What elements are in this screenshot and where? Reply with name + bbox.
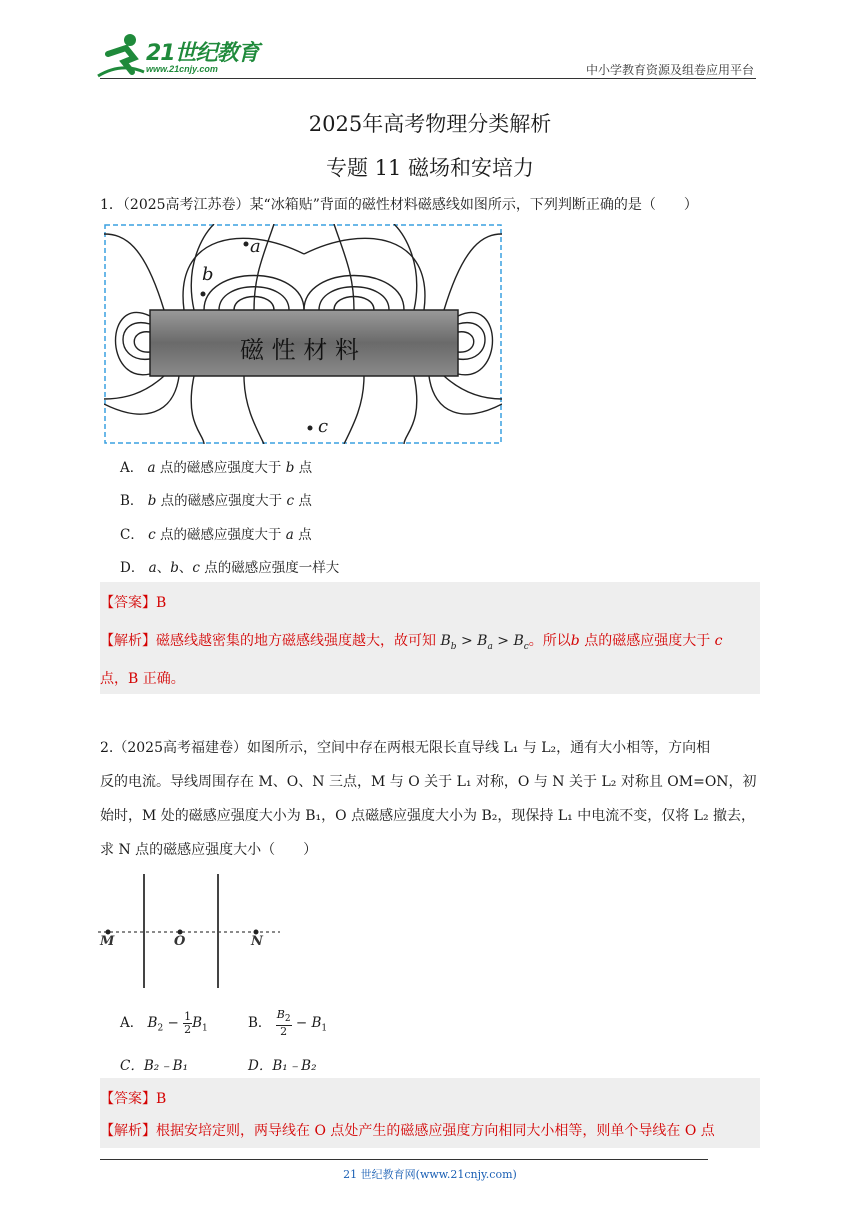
q2-answer: 【答案】B (100, 1091, 167, 1107)
q1-option-a[interactable]: A． a 点的磁感应强度大于 b 点 (120, 460, 313, 476)
q2-option-b[interactable]: B． $\frac{B_2}{2}$ − $B_1$ (248, 1007, 328, 1039)
q1-option-c[interactable]: C． c 点的磁感应强度大于 a 点 (120, 527, 312, 543)
question-2-line-4: 求 N 点的磁感应强度大小（ ） (100, 842, 318, 858)
question-2-line-3: 始时，M 处的磁感应强度大小为 B₁，O 点磁感应强度大小为 B₂，现保持 L₁ 中电流不变，仅将 L₂ 撤去， (100, 808, 756, 824)
point-a-label: a (250, 236, 261, 257)
header-divider (100, 78, 756, 79)
wires-diagram (96, 872, 296, 990)
footer-text: 21 世纪教育网(www.21cnjy.com) (343, 1168, 517, 1181)
page-subtitle: 专题 11 磁场和安培力 (325, 156, 535, 180)
question-1-stem: 1．（2025高考江苏卷）某“冰箱贴”背面的磁性材料磁感线如图所示，下列判断正确的是（ ） (100, 197, 698, 213)
label-M: M (100, 934, 115, 949)
q1-answer: 【答案】B (100, 595, 167, 611)
wires-figure (96, 872, 296, 990)
point-c-label: c (318, 416, 329, 437)
logo (96, 32, 266, 80)
question-2-line-2: 反的电流。导线周围存在 M、O、N 三点，M 与 O 关于 L₁ 对称，O 与 N 关于 L₂ 对称且 OM=ON，初 (100, 774, 757, 790)
label-O: O (174, 934, 186, 949)
page-title: 2025年高考物理分类解析 (308, 112, 552, 136)
point-b-label: b (202, 264, 214, 285)
q1-option-d[interactable]: D． a、b、c 点的磁感应强度一样大 (120, 560, 340, 576)
magnet-field-figure (104, 224, 502, 444)
footer-divider (100, 1159, 708, 1160)
q2-option-d[interactable]: D．B₁﹣B₂ (248, 1058, 317, 1074)
runner-logo-icon (96, 32, 146, 80)
q1-option-b[interactable]: B． b 点的磁感应强度大于 c 点 (120, 493, 312, 509)
logo-url: www.21cnjy.com (146, 64, 218, 74)
question-2-line-1: 2.（2025高考福建卷）如图所示，空间中存在两根无限长直导线 L₁ 与 L₂，通有大小相等，方向相 (100, 740, 711, 756)
q2-option-c[interactable]: C．B₂﹣B₁ (120, 1058, 188, 1074)
header-platform-name: 中小学教育资源及组卷应用平台 (585, 63, 754, 77)
q2-option-a[interactable]: A． $B_2$ − $\frac{1}{2}$ $B_1$ (120, 1010, 208, 1036)
q1-analysis: 【解析】磁感线越密集的地方磁感线强度越大，故可知 $B_b > B_a > B_c$。所以b 点的磁感应强度大于 c (100, 633, 723, 652)
label-N: N (251, 934, 263, 949)
logo-text: 21世纪教育 (146, 41, 259, 66)
q2-analysis: 【解析】根据安培定则，两导线在 O 点处产生的磁感应强度方向相同大小相等，则单个导线在 O 点 (100, 1123, 715, 1139)
magnet-label: 磁 性 材 料 (240, 336, 359, 364)
q1-analysis-cont: 点，B 正确。 (100, 671, 185, 687)
